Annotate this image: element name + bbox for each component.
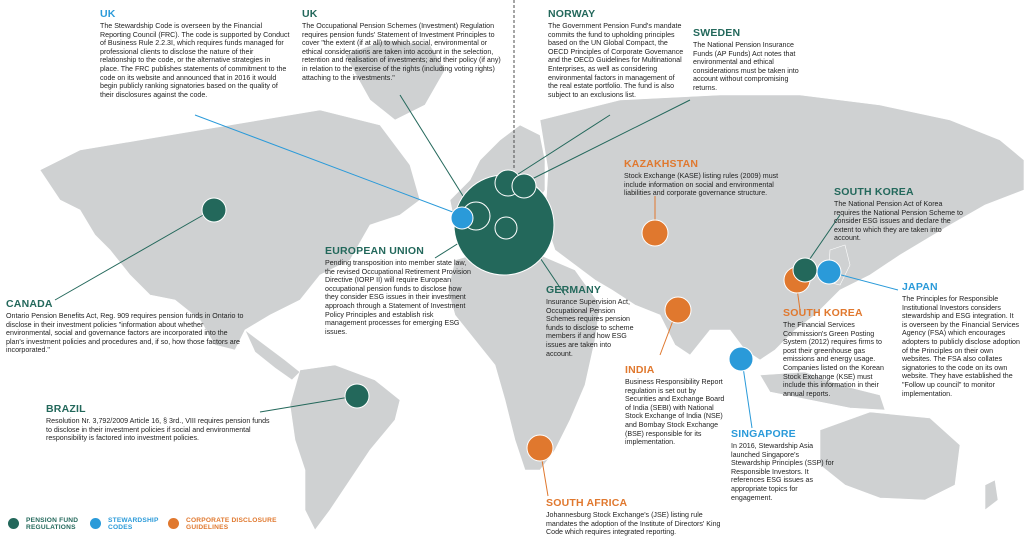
legend-stewardship [90, 517, 172, 532]
marker-germany [495, 217, 517, 239]
panel-title: CANADA [6, 298, 53, 310]
marker-south-africa [527, 435, 553, 461]
panel-body: The Occupational Pension Schemes (Investment) Regulation requires pension funds' Statement of Investment Principles to cover "the extent (if at all) to which social, environmental or ethical considerations are taken into account in the selection, retention and realisation of investments; and their policy (if any) in relation to the exercise of the rights (including voting rights) attaching to the investments." [302, 22, 501, 82]
panel-title: SOUTH AFRICA [546, 497, 628, 509]
panel-body: In 2016, Stewardship Asia launched Singapore's Stewardship Principles (SSP) for Responsible Investors. It references ESG issues as appropriate topics for engagement. [731, 442, 834, 502]
marker-japan [817, 260, 841, 284]
australia-land [820, 412, 960, 500]
panel-title: UK [100, 8, 116, 20]
marker-kazakhstan [642, 220, 668, 246]
panel-body: The Stewardship Code is overseen by the Financial Reporting Council (FRC). The code is supported by Conduct of Business Rule 2.2.3I, which requires funds managed for professional clients to disclose the nature of their relationship to the code, or the alternative strategies in place. The FRC publishes statements of commitment to the code on its website and announced that in 2016 it would begin publicly ranking signatories based on the quality of their disclosures against the code. [100, 22, 290, 99]
panel-body: The Financial Services Commission's Green Posting System (2012) requires firms to post their greenhouse gas emissions and energy usage. Companies listed on the Korean Stock Exchange (KSE) must include this information in their annual reports. [783, 321, 884, 398]
panel-title: SOUTH KOREA [834, 186, 914, 198]
legend-dot-icon [168, 518, 179, 529]
panel-uk-ops [302, 8, 502, 82]
panel-body: Ontario Pension Benefits Act, Reg. 909 requires pension funds in Ontario to disclose in their investment policies "information about whether environmental, social and governance factors are incorporated into the plan's investment policies and procedures and, if so, how those factors are incorporated." [6, 312, 244, 355]
panel-uk-frc [100, 8, 290, 99]
marker-south-korea-npa [793, 258, 817, 282]
panel-norway [548, 8, 685, 99]
marker-uk-frc [451, 207, 473, 229]
panel-title: UK [302, 8, 318, 20]
new-zealand-land [985, 480, 998, 510]
panel-brazil [46, 403, 276, 443]
panel-title: SINGAPORE [731, 428, 796, 440]
panel-body: The Principles for Responsible Institutional Investors considers stewardship and ESG integration. It is overseen by the Financial Services Agency (FSA) which encourages adopters to publicly disclose adoption of the Principles on their own websites. The FSA also collates signatories to the code on its own website. They have established the "Follow up council" to monitor implementation. [902, 295, 1020, 398]
legend-corporate-disclosure [168, 517, 281, 532]
central-america-land [245, 330, 300, 380]
panel-japan [902, 281, 1020, 398]
panel-body: Insurance Supervision Act, Occupational Pension Schemes requires pension funds to disclose to scheme members if and how ESG issues are taken into account. [546, 298, 634, 358]
panel-eu [325, 245, 473, 336]
legend-pension-fund [8, 517, 90, 532]
legend-label: PENSION FUND REGULATIONS [26, 517, 79, 532]
panel-title: GERMANY [546, 284, 602, 296]
marker-sweden [512, 174, 536, 198]
panel-body: The National Pension Insurance Funds (AP Funds) Act notes that environmental and ethical considerations must be taken into account without compromising returns. [693, 41, 799, 92]
panel-singapore [731, 428, 839, 502]
panel-south-africa [546, 497, 721, 536]
panel-kazakhstan [624, 158, 794, 198]
panel-title: SWEDEN [693, 27, 741, 39]
panel-south-korea-npa [834, 186, 964, 243]
panel-body: Pending transposition into member state law, the revised Occupational Retirement Provision Directive (IORP II) will require European occupational pension funds to disclose how they consider ESG issues in their investment approach through a Statement of Investment Policy Principles and establish risk management processes for emerging ESG issues. [325, 259, 471, 336]
panel-body: Business Responsibility Report regulation is set out by Securities and Exchange Board of India (SEBI) with National Stock Exchange of India (NSE) and Bombay Stock Exchange (BSE) responsible for its implementation. [625, 378, 725, 447]
panel-body: Johannesburg Stock Exchange's (JSE) listing rule mandates the adoption of the Institute of Directors' King Code which requires integrated reporting. [546, 511, 721, 536]
panel-sweden [693, 27, 813, 93]
panel-title: BRAZIL [46, 403, 86, 415]
panel-body: The National Pension Act of Korea requires the National Pension Scheme to consider ESG issues and declare the extent to which they are taken into account. [834, 200, 963, 243]
panel-title: INDIA [625, 364, 655, 376]
panel-title: NORWAY [548, 8, 596, 20]
panel-india [625, 364, 725, 447]
panel-germany [546, 284, 636, 358]
panel-title: EUROPEAN UNION [325, 245, 425, 257]
panel-body: Resolution Nr. 3,792/2009 Article 16, § 3rd., VIII requires pension funds to disclose in their investment policies if social and environmental responsibility is factored into investment policies. [46, 417, 270, 443]
panel-title: JAPAN [902, 281, 938, 293]
panel-body: The Government Pension Fund's mandate commits the fund to upholding principles based on the UN Global Compact, the OECD Principles of Corporate Governance and the OECD Guidelines for Multinational Enterprises, as well as considering environmental factors in management of the real estate portfolio. The fund is also subject to an exclusions list. [548, 22, 684, 99]
panel-title: SOUTH KOREA [783, 307, 863, 319]
legend-label: CORPORATE DISCLOSURE GUIDELINES [186, 517, 277, 532]
legend-label: STEWARDSHIP CODES [108, 517, 159, 532]
legend-dot-icon [8, 518, 19, 529]
marker-brazil [345, 384, 369, 408]
south-america-land [290, 365, 400, 530]
panel-body: Stock Exchange (KASE) listing rules (2009) must include information on social and environmental liabilities and corporate governance structure. [624, 172, 779, 198]
legend-dot-icon [90, 518, 101, 529]
marker-india [665, 297, 691, 323]
panel-canada [6, 298, 244, 355]
marker-singapore [729, 347, 753, 371]
marker-canada [202, 198, 226, 222]
panel-title: KAZAKHSTAN [624, 158, 699, 170]
panel-south-korea-fsc [783, 307, 889, 398]
